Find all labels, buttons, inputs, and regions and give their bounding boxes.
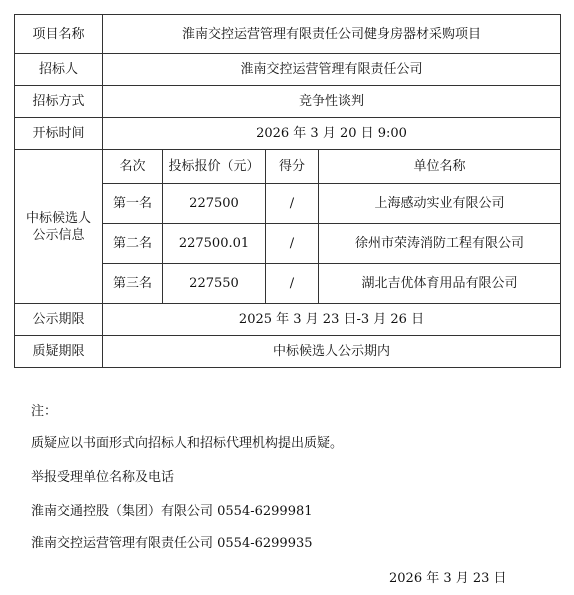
header-score: 得分 [266,150,319,184]
candidate-score: / [266,224,319,264]
project-name-label: 项目名称 [15,15,103,54]
note-contact-group: 淮南交通控股（集团）有限公司 0554-6299981 [31,504,313,519]
tenderer-label: 招标人 [15,54,103,86]
row-tenderer [15,54,561,86]
row-opening-time [15,118,561,150]
opening-time-label: 开标时间 [15,118,103,150]
query-period-label: 质疑期限 [15,336,103,368]
candidate-score: / [266,264,319,304]
opening-time-value: 2026 年 3 月 20 日 9:00 [103,118,561,150]
tenderer-value: 淮南交控运营管理有限责任公司 [103,54,561,86]
row-publicity-period [15,304,561,336]
candidate-price: 227500.01 [163,224,266,264]
candidate-info-label [15,150,103,304]
method-value: 竞争性谈判 [103,86,561,118]
row-candidate-headers [15,150,561,184]
candidate-company: 上海感动实业有限公司 [319,184,561,224]
candidate-rank: 第一名 [103,184,163,224]
candidate-rank: 第三名 [103,264,163,304]
candidate-price: 227500 [163,184,266,224]
bid-info-table [14,14,561,368]
header-rank: 名次 [103,150,163,184]
row-method [15,86,561,118]
publicity-period-label: 公示期限 [15,304,103,336]
note-contact-company: 淮南交控运营管理有限责任公司 0554-6299935 [31,536,313,551]
note-objection: 质疑应以书面形式向招标人和招标代理机构提出质疑。 [31,436,344,451]
candidate-company: 徐州市荣涛消防工程有限公司 [319,224,561,264]
candidate-company: 湖北吉优体育用品有限公司 [319,264,561,304]
notes-title: 注： [31,404,58,419]
candidate-rank: 第二名 [103,224,163,264]
candidate-label-line1: 中标候选人 [25,210,91,226]
header-price: 投标报价（元） [163,150,266,184]
project-name-value: 淮南交控运营管理有限责任公司健身房器材采购项目 [103,15,561,54]
candidate-score: / [266,184,319,224]
candidate-label-line2: 公示信息 [32,227,85,243]
publicity-period-value: 2025 年 3 月 23 日-3 月 26 日 [103,304,561,336]
note-report-heading: 举报受理单位名称及电话 [31,470,175,485]
row-project-name [15,15,561,54]
row-query-period [15,336,561,368]
method-label: 招标方式 [15,86,103,118]
candidate-price: 227550 [163,264,266,304]
header-company: 单位名称 [319,150,561,184]
query-period-value: 中标候选人公示期内 [103,336,561,368]
document-date: 2026 年 3 月 23 日 [389,571,507,586]
